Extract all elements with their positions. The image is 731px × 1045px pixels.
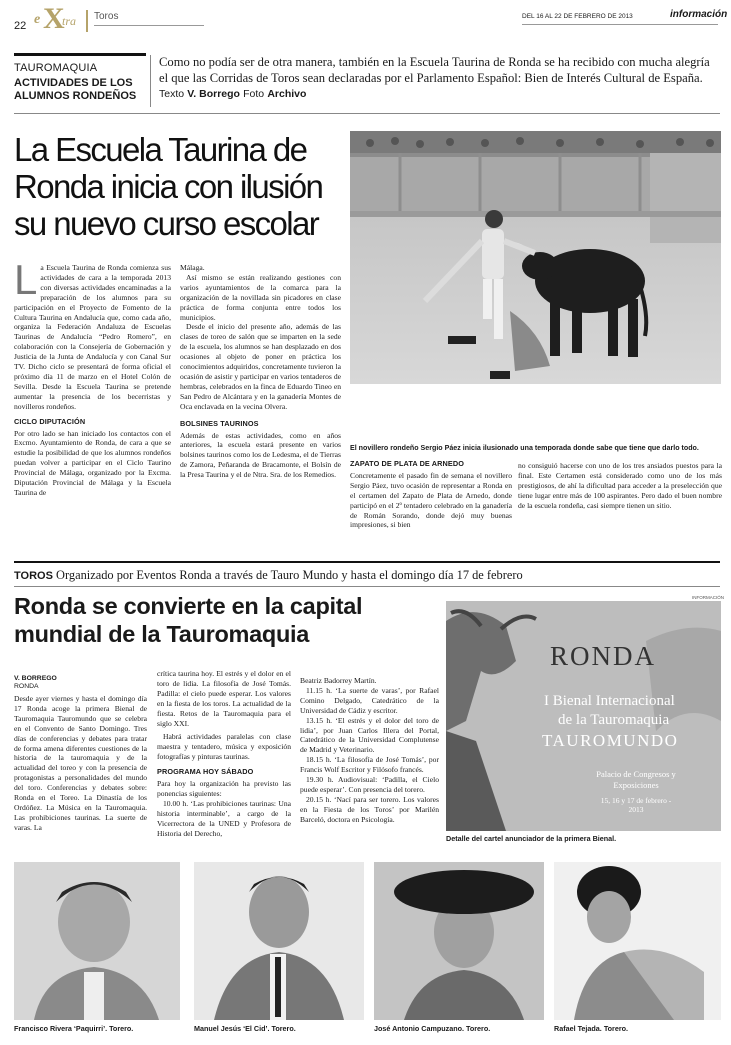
portrait-campuzano [374, 862, 544, 1020]
poster-credit: INFORMACIÓN [692, 595, 724, 600]
portrait-campuzano-role: Torero. [465, 1024, 491, 1033]
page-header [0, 0, 731, 40]
portrait-tejada-name: Rafael Tejada. [554, 1024, 602, 1033]
bienal-poster [446, 601, 721, 831]
portrait-el-cid [194, 862, 364, 1020]
lead-top-rule [14, 53, 146, 56]
article2-byline-place: RONDA [14, 683, 39, 690]
article2-col3-p1: Beatriz Badorrey Martín. [300, 676, 377, 685]
article-separator [14, 561, 720, 563]
article2-col3-p4: 18.15 h. ‘La filosofía de José Tomás’, por Francis Wolf Escritor y Filósofo francés. [300, 755, 439, 775]
article1-col2-p4: Además de estas actividades, como en años anteriores, la escuela estará presente en varios bolsines taurinos como los de Ledesma, el de Tierras de Zamora, Peñaranda de Bracamonte, el Bolsín de la Presa Taurina y el de Ntra. Sra. de los Remedios. [180, 430, 341, 480]
portrait-tejada-caption [554, 1024, 724, 1033]
article2-col3-p3: 13.15 h. ‘El estrés y el dolor del toro de lidia’, por Juan Carlos Illera del Portal, Catedrático de la Universidad Complutense de Madrid y Veterinario. [300, 715, 439, 755]
article2-kicker: TOROS [14, 570, 53, 582]
portrait-tejada [554, 862, 721, 1020]
portrait-el-cid-name: Manuel Jesús ‘El Cid’. [194, 1024, 270, 1033]
bullfight-photo-caption: El novillero rondeño Sergio Páez inicia ilusionado una temporada donde sabe que tiene que darlo todo. [350, 444, 699, 452]
article1-col3-p1: Concretamente el pasado fin de semana el novillero Sergio Páez, tuvo ocasión de representar a Ronda en el certamen del Zapato de Plata de Arnedo, donde participó en el 2º tentadero celebrado en la ganadería de Román Sorando, donde dejó muy buenas impresiones, si bien [350, 470, 512, 530]
article1-headline: La Escuela Taurina de Ronda inicia con ilusión su nuevo curso escolar [14, 131, 323, 242]
portrait-paquirri-name: Francisco Rivera ‘Paquirri’. [14, 1024, 108, 1033]
brand-logo: e X tra [34, 6, 90, 34]
lead-divider [150, 55, 151, 107]
subhead-bolsines: BOLSINES TAURINOS [180, 418, 259, 428]
article1-col1-p1: a Escuela Taurina de Ronda comienza sus actividades de cara a la temporada 2013 con diversas actividades encaminadas a la preparación de los alumnos para su participación en el Proyecto de Fomento de la Cultura Taurina en Andalucía que, como cada año, organiza la Federación Andaluza de Escuelas Taurinas de Andalucía “Pedro Romero”, en colaboración con la Consejería de Gobernación y Justicia de la Junta de Andalucía y con Canal Sur TV. Dicho ciclo se presentará de forma oficial el próximo día 11 de marzo en el Hotel Colón de Sevilla. Desde la Escuela Taurina se pretende aumentar la presencia de los becerristas y novilleros rondeños. [14, 263, 171, 411]
article2-col2-p3: Para hoy la organización ha previsto las ponencias siguientes: [157, 779, 291, 798]
bullfight-photo [350, 131, 721, 384]
article1-col2 [180, 263, 341, 480]
lead-intro [159, 55, 719, 103]
portrait-tejada-role: Torero. [603, 1024, 629, 1033]
subhead-programa: PROGRAMA HOY SÁBADO [157, 767, 254, 777]
article2-col1 [14, 694, 147, 833]
article2-col2-p2: Habrá actividades paralelas con clase maestra y tentadero, música y exposición fotografías y pinturas taurinas. [157, 732, 291, 762]
subhead-ciclo-diputacion: CICLO DIPUTACIÓN [14, 416, 86, 426]
article2-byline: V. BORREGO [14, 675, 57, 682]
portrait-paquirri [14, 862, 180, 1020]
article1-col1 [14, 256, 171, 498]
header-rule-right [522, 24, 718, 25]
article1-col4-p1: no consiguió hacerse con uno de los tres ansiados puestos para la final. Este Certamen está considerado como uno de los más prestigiosos, de ahí la dificultad para acceder a la preselección que tiene lugar entre más de 100 aspirantes. Pero dado el buen nombre de la escuela rondeña, casi siempre tienen un sitio. [518, 461, 722, 510]
article2-col3-p5: 19.30 h. Audiovisual: ‘Padilla, el Cielo puede esperar’. Con presencia del torero. [300, 775, 439, 794]
lead-kicker: TAUROMAQUIA [14, 62, 98, 74]
poster-line3: TAUROMUNDO [542, 731, 679, 750]
lead-subkicker: ACTIVIDADES DE LOS ALUMNOS RONDEÑOS [14, 77, 137, 102]
poster-caption: Detalle del cartel anunciador de la primera Bienal. [446, 834, 617, 843]
article1-col4 [518, 461, 722, 511]
byline-photo-author: Archivo [267, 88, 307, 100]
subhead-zapato: ZAPATO DE PLATA DE ARNEDO [350, 459, 464, 468]
article1-col3 [350, 459, 512, 530]
lead-bottom-rule [14, 113, 720, 114]
poster-line1: I Bienal Internacional [544, 693, 675, 709]
portrait-el-cid-image [194, 862, 364, 1020]
section-title: Toros [94, 11, 119, 22]
portrait-paquirri-caption [14, 1024, 186, 1033]
byline-text-author: V. Borrego [187, 88, 240, 100]
deck-rule [14, 586, 720, 587]
article2-col2-p1: crítica taurina hoy. El estrés y el dolor en el toro de lidia. La filosofía de José Tomás. Padilla: el cielo puede esperar. Los valores en la fiesta de los toros. La actualidad de la fiesta. Retos de la Tauromaquia para el siglo XXI. [157, 669, 291, 728]
header-date: DEL 16 AL 22 DE FEBRERO DE 2013 [522, 13, 633, 20]
drop-cap: L [14, 256, 38, 303]
lead-intro-text: Como no podía ser de otra manera, también en la Escuela Taurina de Ronda se ha recibido con mucha alegría el que las Corridas de Toros sean declaradas por el Parlamento Español: Bien de Interés Cultural de España. [159, 55, 710, 85]
portrait-paquirri-role: Torero. [109, 1024, 134, 1033]
poster-dates: 15, 16 y 17 de febrero - 2013 [600, 796, 672, 814]
portrait-el-cid-caption [194, 1024, 369, 1033]
byline-photo-label: Foto [243, 88, 265, 100]
poster-line2: de la Tauromaquia [558, 712, 670, 728]
portrait-tejada-image [554, 862, 721, 1020]
article2-col3-p2: 11.15 h. ‘La suerte de varas’, por Rafael Comino Delgado, Catedrático de la Universidad de Cádiz y escritor. [300, 685, 439, 715]
article2-col3 [300, 676, 439, 825]
portrait-campuzano-name: José Antonio Campuzano. [374, 1024, 464, 1033]
portrait-campuzano-image [374, 862, 544, 1020]
article2-col2-p4: 10.00 h. ‘Las prohibiciones taurinas: Una historia interminable’, a cargo de la Vicerrectora de la UNED y Profesora de Historia del Derecho, [157, 798, 291, 838]
article2-col2 [157, 669, 291, 839]
article2-col3-p6: 20.15 h. ‘Nací para ser torero. Los valores en la Fiesta de los Toros’ por Marilén Barceló, doctora en Psicología. [300, 794, 439, 824]
bullfight-photo-image [350, 131, 721, 384]
poster-title: RONDA [550, 641, 657, 671]
portrait-paquirri-image [14, 862, 180, 1020]
article1-col2-p3: Desde el inicio del presente año, además de las clases de toreo de salón que se imparten en la sede de la escuela, los alumnos se han desplazado en dos ocasiones al objeto de poner en práctica los conocimientos adquiridos, concretamente tuvieron la ocasión de asistir y participar en varios tentaderos de hembras, celebrados en la finca de Eduardo Tineo en San Pedro de Alcántara y en la ganadería Montes de Oca enclavada en la vecina Olvera. [180, 322, 341, 411]
header-rule [94, 25, 204, 26]
article2-headline: Ronda se convierte en la capital mundial de la Tauromaquia [14, 593, 363, 647]
article2-deck-text: Organizado por Eventos Ronda a través de Tauro Mundo y hasta el domingo día 17 de febrero [56, 568, 523, 582]
article2-deck [14, 567, 724, 584]
portrait-el-cid-role: Torero. [271, 1024, 296, 1033]
article2-col1-text: Desde ayer viernes y hasta el domingo día 17 Ronda acoge la primera Bienal de Tauromaquia Tauromundo que se celebra en el Convento de Santo Domingo. Tres días de conferencias y debates para tratar de forma amena diferentes cuestiones de la historia de la tauromaquia y de la actualidad del toreo y con la presencia de protagonistas a personalidades del mundo del toro. Conferencias y debates sobre: Ronda en el Toreo. La Dinastía de los Ordóñez. La Música en la Tauromaquia. Las prohibiciones taurinas. La suerte de varas. La [14, 694, 147, 832]
page-number: 22 [14, 20, 27, 32]
newspaper-logo: información [670, 9, 728, 20]
article1-col2-p2: Así mismo se están realizando gestiones con varios ayuntamientos de la comarca para la organización de la novillada sin picadores en clase práctica de forma conjunta entre todos los municipios. [180, 272, 341, 322]
byline-text-label: Texto [159, 88, 185, 100]
article1-col2-p1: Málaga. [180, 263, 205, 272]
portrait-campuzano-caption [374, 1024, 549, 1033]
article1-col1-p2: Por otro lado se han iniciado los contactos con el Excmo. Ayuntamiento de Ronda, de cara a que se estudie la posibilidad de que los alumnos rondeños puedan volver a participar en el Ciclo Taurino Provincial de Málaga, organizado por la Excma. Diputación Provincial de Málaga y la Escuela Taurina de [14, 428, 171, 497]
poster-venue: Palacio de Congresos y Exposiciones [596, 769, 676, 790]
